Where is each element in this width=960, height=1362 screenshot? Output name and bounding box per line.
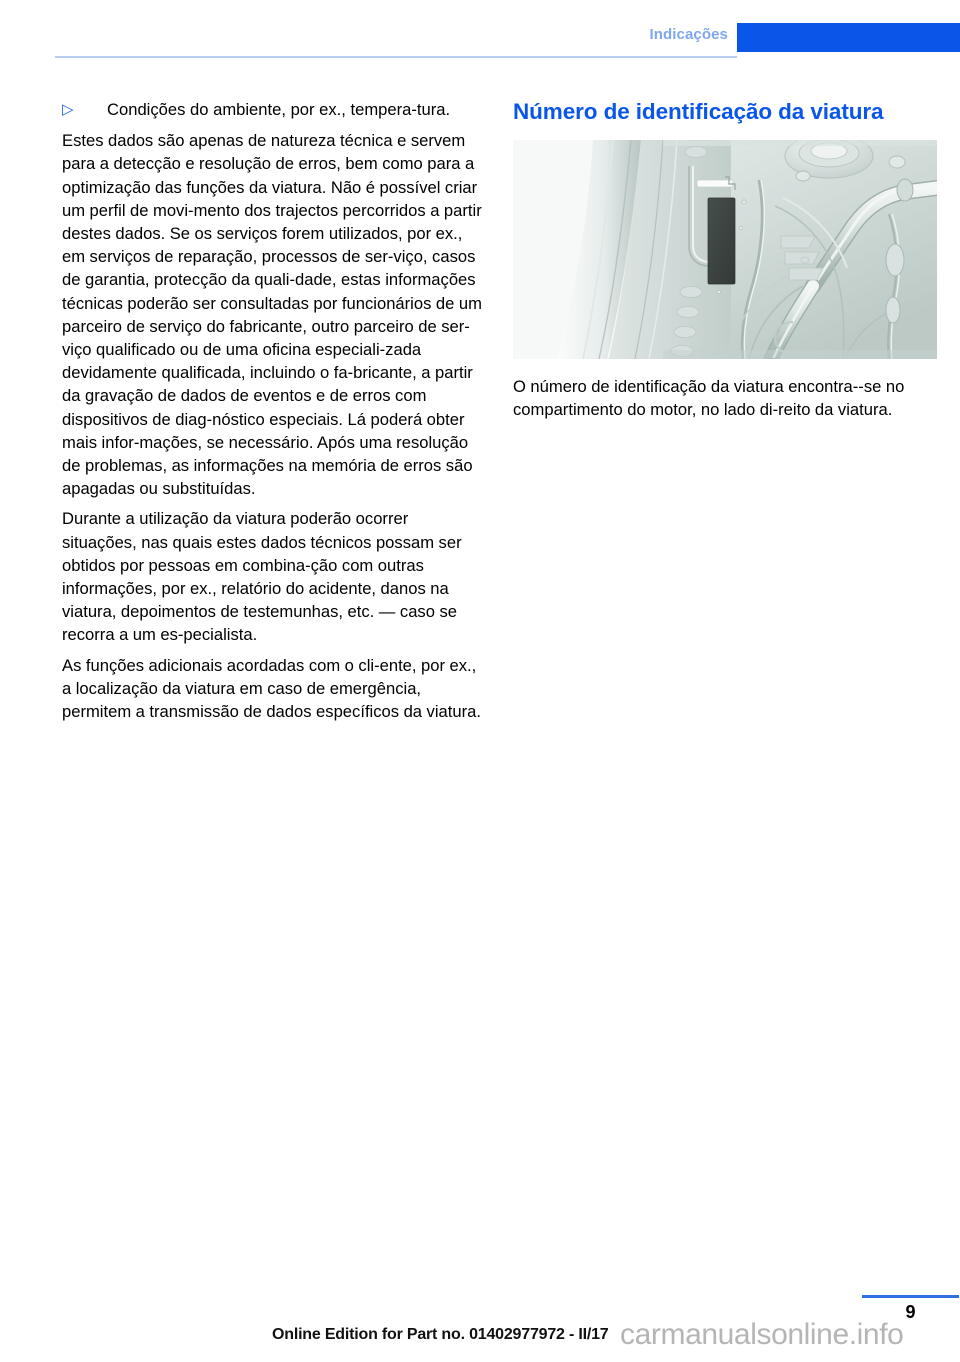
watermark: carmanualsonline.info [620,1318,904,1351]
page-number: 9 [905,1302,916,1322]
edition-note: Online Edition for Part no. 01402977972 - II/17 [272,1326,609,1343]
page-title: Número de identificação da viatura [513,99,884,124]
header-section-label: Indicações [649,26,728,43]
page-number-rule [862,1295,959,1298]
paragraph-technical-data: Estes dados são apenas de natureza técnica e servem para a detecção e resolução de erros, bem como para a optimização das funções da viatura. Não é possível criar um perfil de movi-mento dos trajectos percorridos a partir destes dados. Se os serviços forem utilizados, por ex., em serviços de reparação, processos de ser-viço, casos de garantia, protecção da quali-dade, estas informações técnicas poderão ser consultadas por funcionários de um parceiro de serviço do fabricante, outro parceiro de ser-viço qualificado ou de uma oficina especiali-zada devidamente qualificada, incluindo o fa-bricante, a partir da gravação de dados de eventos e de erros com dispositivos de diag-nóstico especiais. Lá poderá obter mais infor-mações, se necessário. Após uma resolução de problemas, as informações na memória de erros são apagadas ou substituídas. [62,131,482,499]
figure-caption: O número de identificação da viatura encontra--se no compartimento do motor, no lado di-reito da viatura. [513,377,905,420]
vin-location-diagram [513,140,937,359]
engine-compartment-vin-illustration [513,140,937,359]
list-item-text: Condições do ambiente, por ex., tempera-tura. [107,100,451,119]
left-text-column [62,98,486,730]
triangle-right-icon: ▷ [62,101,74,118]
list-item [62,98,486,121]
paragraph-data-combination: Durante a utilização da viatura poderão ocorrer situações, nas quais estes dados técnicos possam ser obtidos por pessoas em combina-ção com outras informações, por ex., relatório do acidente, danos na viatura, depoimentos de testemunhas, etc. — caso se recorra a um es-pecialista. [62,509,462,645]
paragraph-additional-functions: As funções adicionais acordadas com o cli-ente, por ex., a localização da viatura em caso de emergência, permitem a transmissão de dados específicos da viatura. [62,655,481,722]
right-text-column [513,98,937,428]
